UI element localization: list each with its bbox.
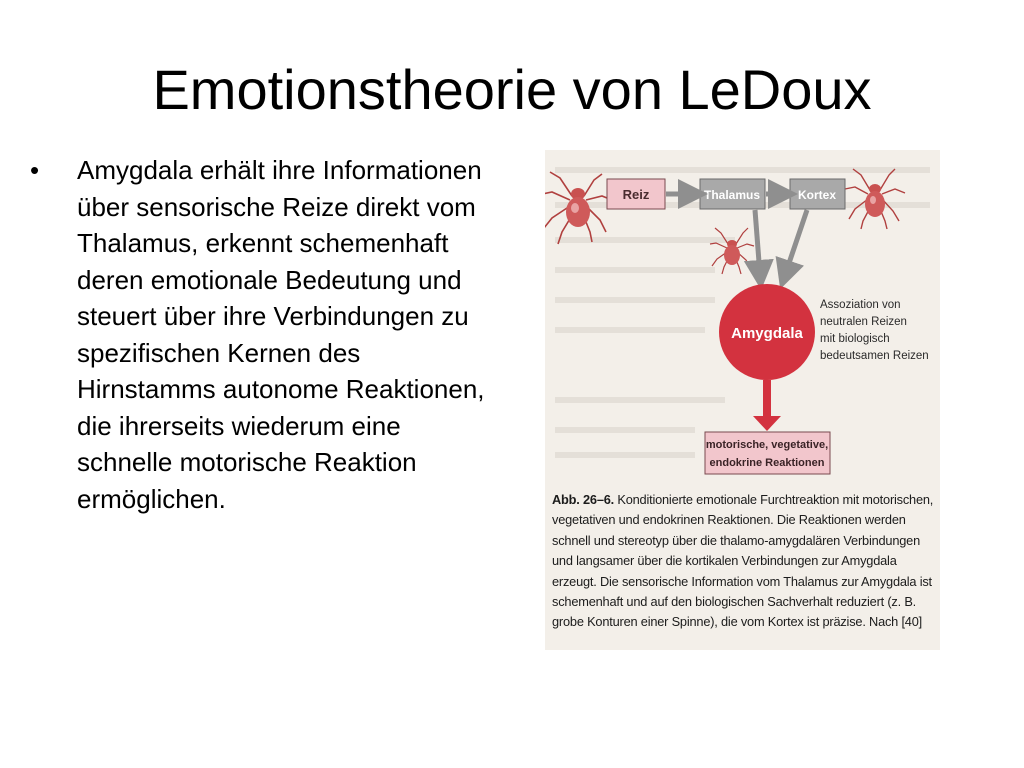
caption-label: Abb. 26–6. (552, 492, 615, 507)
reactions-line-2: endokrine Reaktionen (709, 457, 825, 469)
kortex-label: Kortex (797, 188, 837, 202)
figure-caption (552, 490, 937, 633)
bullet-item (30, 152, 510, 517)
caption-text: Konditionierte emotionale Furchtreaktion mit motorischen, vegetativen und endokrinen Reaktionen. Die Reaktionen werden schnell und stereotyp über die thalamo-amygdalären Verbindungen und langsamer über die kortikalen Verbindungen zur Amygdala erzeugt. Die sensorische Information vom Thalamus zur Amygdala ist schemenhaft und auf den biologischen Sachverhalt reduziert (z. B. grobe Konturen einer Spinne), die vom Kortex ist präzise. Nach [40] (552, 492, 934, 630)
reiz-label: Reiz (622, 187, 650, 202)
bullet-text: Amygdala erhält ihre Informationen über sensorische Reize direkt vom Thalamus, erkennt schemenhaft deren emotionale Bedeutung und steuert über ihre Verbindungen zu spezifischen Kernen des Hirnstamms autonome Reaktionen, die ihrerseits wiederum eine schnelle motorische Reaktion ermöglichen. (77, 155, 485, 514)
amygdala-label: Amygdala (731, 325, 803, 342)
association-line-2: neutralen Reizen (820, 316, 907, 328)
association-line-3: mit biologisch (820, 333, 890, 345)
association-line-4: bedeutsamen Reizen (820, 350, 929, 362)
thalamus-label: Thalamus (703, 188, 761, 202)
reactions-line-1: motorische, vegetative, (705, 439, 829, 451)
slide-title: Emotionstheorie von LeDoux (152, 58, 872, 121)
ledoux-figure (545, 150, 940, 650)
association-line-1: Assoziation von (820, 299, 901, 311)
bullet-point: • (30, 155, 40, 185)
